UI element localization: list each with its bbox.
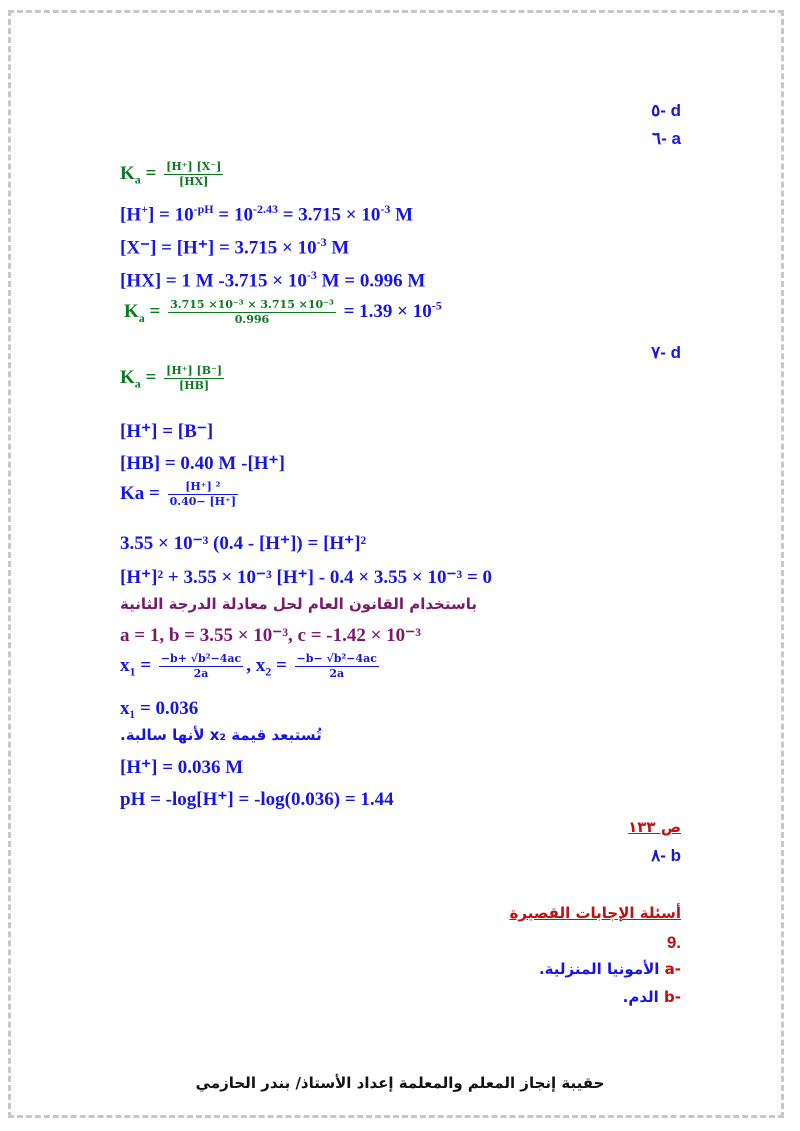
hx-line-text: [HX] = 1 M -3.715 × 10 (120, 270, 307, 292)
item-8: b -٨ (651, 846, 681, 865)
q7-equation-1: 3.55 × 10⁻³ (0.4 - [H⁺]) = [H⁺]² (120, 533, 367, 554)
q7-ka-denominator: [HB] (179, 379, 210, 392)
q7-hb-concentration: [HB] = 0.40 M -[H⁺] (120, 453, 285, 474)
x1-fraction (159, 652, 243, 681)
q7-quadratic-roots: $x_1$ = $\frac{\text{−b+ √b²−4ac}}{2a}$ , $x_2$ = $\frac{\text{−b− √b²−4ac}}{2a}$ (120, 652, 377, 680)
short-answer-a (539, 960, 681, 978)
q7-arabic-exclude-note: تُستبعد قيمة x₂ لأنها سالبة. (120, 726, 322, 744)
q7-ph-calculation: pH = -log[H⁺] = -log(0.036) = 1.44 (120, 789, 394, 810)
ka-calc-numerator: 3.715 ×10⁻³ × 3.715 ×10⁻³ (170, 298, 334, 311)
ka-calc-denominator: 0.996 (234, 313, 270, 326)
q6-x-concentration: $[X^-] = [H^+] = 3.715 \times 10^{-3}$ M (120, 235, 350, 259)
q6-h-concentration: $[H^+] = 10^{-pH} = 10^{-2.43} = 3.715 \times 10^{-3}$ M (120, 202, 414, 226)
page-footer: حقيبة إنجاز المعلم والمعلمة إعداد الأستاذ/ بندر الحازمي (195, 1074, 605, 1092)
q7-ka-fraction (164, 364, 224, 393)
ka-result: = 1.39 × 10 (343, 300, 432, 322)
q6-ka-calculation: $K_a$ = $\frac{\text{3.715 ×10⁻³ × 3.715 ×10⁻³}}{0.996}$ = $1.39 \times 10^{-5}$ (124, 298, 442, 326)
ka-numerator: [H⁺] [X⁻] (166, 160, 222, 173)
answer-b-label: b- (664, 988, 681, 1006)
q7-ka-ratio: Ka = $\frac{\text{[H⁺] ²}}{0.40- [H^+]}$ (120, 480, 237, 508)
x1-denominator: 2a (193, 667, 209, 680)
q6-ka-expression: $K_a$ = $\frac{[H^+] [X^-]}{[HX]}$ (120, 160, 222, 188)
q7-ka-expression: $K_a$ = $\frac{[H^+] [B^-]}{[HB]}$ (120, 364, 223, 392)
ka-result-exponent: -5 (431, 298, 442, 313)
item-5: d -٥ (651, 101, 681, 120)
ka-denominator: [HX] (179, 175, 209, 188)
q7-h-equals-b: [H⁺] = [B⁻] (120, 421, 214, 442)
ka-symbol: K (120, 162, 135, 184)
q7-x1-value: x₁ = 0.036 (120, 698, 199, 719)
short-answers-question-number: 9. (666, 933, 681, 952)
h-eq-part: = 10 (159, 204, 194, 226)
q7-h-final: [H⁺] = 0.036 M (120, 757, 244, 778)
q7-arabic-quadratic-note: باستخدام القانون العام لحل معادلة الدرجة الثانية (120, 595, 477, 613)
q6-hx-concentration: [HX] = 1 M $-3.715 \times 10^{-3}$ M = 0.996 M (120, 268, 426, 292)
item-6: a -٦ (652, 129, 681, 148)
x2-fraction (295, 652, 379, 681)
short-answers-heading: أسئلة الإجابات القصيرة (509, 904, 681, 922)
h-eq-rest: = 3.715 × 10 (277, 204, 381, 226)
q7-equation-2: [H⁺]² + 3.55 × 10⁻³ [H⁺] - 0.4 × 3.55 × 10⁻³ = 0 (120, 567, 493, 588)
q7-ka-numerator: [H⁺] [B⁻] (166, 364, 223, 377)
answer-a-label: a- (664, 960, 681, 978)
q7-coefficients: a = 1, b = 3.55 × 10⁻³, c = -1.42 × 10⁻³ (120, 625, 421, 646)
item-7: d -٧ (651, 343, 681, 362)
ka-fraction (164, 160, 223, 189)
q7-ka-ratio-numerator: [H⁺] ² (168, 480, 238, 495)
x2-denominator: 2a (329, 667, 345, 680)
page-reference: ص ١٣٣ (628, 818, 681, 836)
ka-calc-fraction (168, 298, 336, 327)
x1-numerator: −b+ √b²−4ac (160, 652, 242, 665)
q7-ka-ratio-denominator: 0.40− [H⁺] (169, 495, 237, 508)
short-answer-b (623, 988, 681, 1006)
x-line-text: [X⁻] = [H⁺] = 3.715 × 10 (120, 237, 317, 259)
answer-b-text: الدم. (622, 988, 665, 1006)
hx-line-tail: M = 0.996 M (316, 270, 426, 292)
q7-ka-ratio-fraction (168, 480, 238, 509)
answer-a-text: الأمونيا المنزلية. (538, 960, 665, 978)
x2-numerator: −b− √b²−4ac (296, 652, 377, 665)
